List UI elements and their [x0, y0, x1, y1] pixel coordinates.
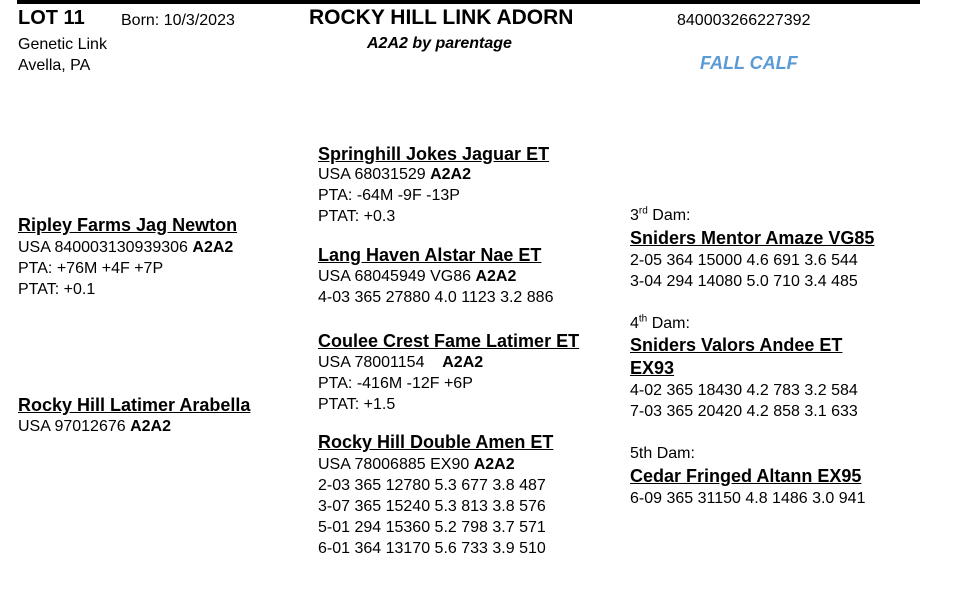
sire-dam-reg-number: USA 68045949 VG86	[318, 268, 476, 285]
animal-title: ROCKY HILL LINK ADORN	[309, 6, 574, 29]
sire-ptat: PTAT: +0.1	[18, 281, 96, 298]
fourth-dam-label	[630, 313, 690, 334]
fifth-dam-label: 5th Dam:	[630, 445, 695, 462]
sire-sire-pta: PTA: -64M -9F -13P	[318, 187, 460, 204]
dam-sire-ptat: PTAT: +1.5	[318, 396, 396, 413]
sire-sire-ptat: PTAT: +0.3	[318, 208, 396, 225]
sire-pta: PTA: +76M +4F +7P	[18, 260, 164, 277]
dam-dam-record: 3-07 365 15240 5.3 813 3.8 576	[318, 498, 546, 515]
registration-number: 840003266227392	[677, 12, 811, 29]
dam-reg-number: USA 97012676	[18, 418, 131, 435]
fourth-dam-record: 4-02 365 18430 4.2 783 3.2 584	[630, 382, 858, 399]
sire-dam-name: Lang Haven Alstar Nae ET	[318, 245, 542, 265]
fourth-dam-name-cont: EX93	[630, 358, 675, 378]
lot-number: LOT 11	[18, 7, 85, 29]
dam-dam-registration	[318, 454, 515, 475]
born-date: Born: 10/3/2023	[121, 12, 235, 29]
sire-name: Ripley Farms Jag Newton	[18, 215, 238, 235]
sire-sire-name: Springhill Jokes Jaguar ET	[318, 144, 550, 164]
fifth-dam-name: Cedar Fringed Altann EX95	[630, 466, 862, 486]
dam-sire-registration	[318, 352, 483, 373]
dam-sire-a2-status: A2A2	[442, 354, 484, 371]
third-dam-name: Sniders Mentor Amaze VG85	[630, 228, 875, 248]
dam-dam-name: Rocky Hill Double Amen ET	[318, 432, 554, 452]
sire-sire-a2-status: A2A2	[430, 166, 471, 183]
dam-a2-status: A2A2	[130, 418, 171, 435]
sire-sire-registration	[318, 164, 471, 185]
fourth-dam-name: Sniders Valors Andee ET	[630, 335, 843, 355]
sire-a2-status: A2A2	[192, 239, 234, 256]
dam-dam-a2-status: A2A2	[473, 456, 515, 473]
fourth-dam-label-rest: Dam:	[647, 315, 690, 332]
consignor-name: Genetic Link	[18, 36, 107, 53]
dam-dam-record: 5-01 294 15360 5.2 798 3.7 571	[318, 519, 546, 536]
third-dam-label	[630, 205, 690, 226]
third-dam-label-num: 3	[630, 207, 639, 224]
sire-dam-a2-status: A2A2	[475, 268, 517, 285]
sire-sire-reg-number: USA 68031529	[318, 166, 431, 183]
fourth-dam-label-sup: th	[638, 313, 648, 325]
dam-sire-pta: PTA: -416M -12F +6P	[318, 375, 473, 392]
dam-sire-reg-number: USA 78001154	[318, 354, 443, 371]
fourth-dam-record: 7-03 365 20420 4.2 858 3.1 633	[630, 403, 858, 420]
dam-sire-name: Coulee Crest Fame Latimer ET	[318, 331, 580, 351]
season-label: FALL CALF	[700, 53, 798, 73]
fifth-dam-record: 6-09 365 31150 4.8 1486 3.0 941	[630, 490, 866, 507]
third-dam-label-rest: Dam:	[647, 207, 691, 224]
sire-dam-registration	[318, 266, 516, 287]
third-dam-record: 3-04 294 14080 5.0 710 3.4 485	[630, 273, 858, 290]
third-dam-label-sup: rd	[638, 205, 648, 217]
sire-dam-record: 4-03 365 27880 4.0 1123 3.2 886	[318, 289, 554, 306]
top-rule	[17, 0, 920, 4]
fourth-dam-label-num: 4	[630, 315, 639, 332]
a2-subtitle: A2A2 by parentage	[367, 35, 512, 52]
dam-dam-record: 2-03 365 12780 5.3 677 3.8 487	[318, 477, 546, 494]
sire-reg-number: USA 840003130939306	[18, 239, 193, 256]
dam-dam-record: 6-01 364 13170 5.6 733 3.9 510	[318, 540, 546, 557]
third-dam-record: 2-05 364 15000 4.6 691 3.6 544	[630, 252, 858, 269]
sire-registration	[18, 237, 233, 258]
dam-registration	[18, 416, 171, 437]
dam-name: Rocky Hill Latimer Arabella	[18, 395, 251, 415]
dam-dam-reg-number: USA 78006885 EX90	[318, 456, 474, 473]
consignor-location: Avella, PA	[18, 57, 91, 74]
